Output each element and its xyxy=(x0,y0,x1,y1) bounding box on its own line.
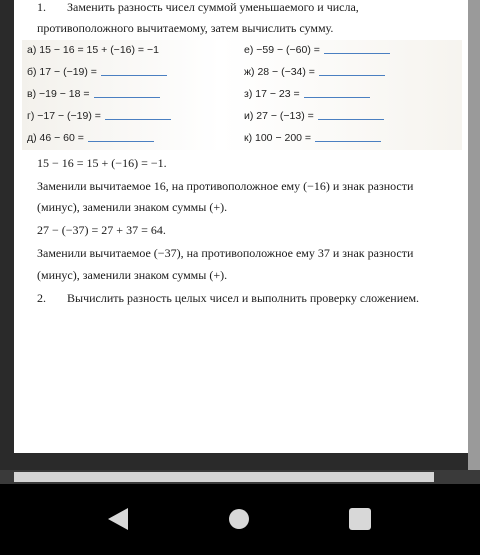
exercise-e xyxy=(244,43,390,57)
task-2-text: Вычислить разность целых чисел и выполнить проверку сложением. xyxy=(67,291,420,305)
solution-line-2: Заменили вычитаемое 16, на противоположное ему (−16) и знак разности xyxy=(37,179,414,193)
back-icon[interactable] xyxy=(108,508,128,530)
task-1-line-2 xyxy=(37,19,457,37)
exercise-v-text: в) −19 − 18 = xyxy=(27,88,90,100)
exercise-d-text: д) 46 − 60 = xyxy=(27,132,84,144)
exercise-image xyxy=(22,40,462,150)
scrollbar[interactable] xyxy=(468,0,480,470)
exercise-a xyxy=(27,43,159,57)
exercise-z-text: з) 17 − 23 = xyxy=(244,88,300,100)
answer-line xyxy=(105,119,171,120)
answer-line xyxy=(94,97,160,98)
task-1-number: 1. xyxy=(37,0,46,14)
answer-line xyxy=(304,97,370,98)
solution-line-5: Заменили вычитаемое (−37), на противоположное ему 37 и знак разности xyxy=(37,246,414,260)
exercise-a-text: а) 15 − 16 = 15 + (−16) = −1 xyxy=(27,44,159,56)
recent-apps-icon[interactable] xyxy=(349,508,371,530)
answer-line xyxy=(318,119,384,120)
exercise-zh-text: ж) 28 − (−34) = xyxy=(244,66,315,78)
exercise-g-text: г) −17 − (−19) = xyxy=(27,110,101,122)
solution-line-1: 15 − 16 = 15 + (−16) = −1. xyxy=(37,156,167,170)
home-icon[interactable] xyxy=(229,509,249,529)
exercise-zh xyxy=(244,65,385,79)
answer-line xyxy=(324,53,390,54)
exercise-k-text: к) 100 − 200 = xyxy=(244,132,312,144)
solution-line-3: (минус), заменили знаком суммы (+). xyxy=(37,200,228,214)
task-2-number: 2. xyxy=(37,291,46,305)
solution-line-4: 27 − (−37) = 27 + 37 = 64. xyxy=(37,223,166,237)
answer-line xyxy=(101,75,167,76)
exercise-e-text: е) −59 − (−60) = xyxy=(244,44,320,56)
exercise-b xyxy=(27,65,167,79)
task-2 xyxy=(37,289,457,307)
task-1-text-line-1: Заменить разность чисел суммой уменьшаемого и числа, xyxy=(67,0,359,14)
exercise-z xyxy=(244,87,370,101)
answer-line xyxy=(319,75,385,76)
exercise-b-text: б) 17 − (−19) = xyxy=(27,66,97,78)
exercise-g xyxy=(27,109,171,123)
answer-line xyxy=(88,141,154,142)
exercise-i-text: и) 27 − (−13) = xyxy=(244,110,314,122)
exercise-k xyxy=(244,131,381,145)
task-1-text-line-2: противоположного вычитаемому, затем вычислить сумму. xyxy=(37,21,334,35)
solution-line-6: (минус), заменили знаком суммы (+). xyxy=(37,268,228,282)
answer-line xyxy=(315,141,381,142)
exercise-d xyxy=(27,131,154,145)
task-1-line-1 xyxy=(37,0,457,16)
exercise-i xyxy=(244,109,384,123)
exercise-v xyxy=(27,87,160,101)
bottom-panel-bar xyxy=(14,472,434,482)
